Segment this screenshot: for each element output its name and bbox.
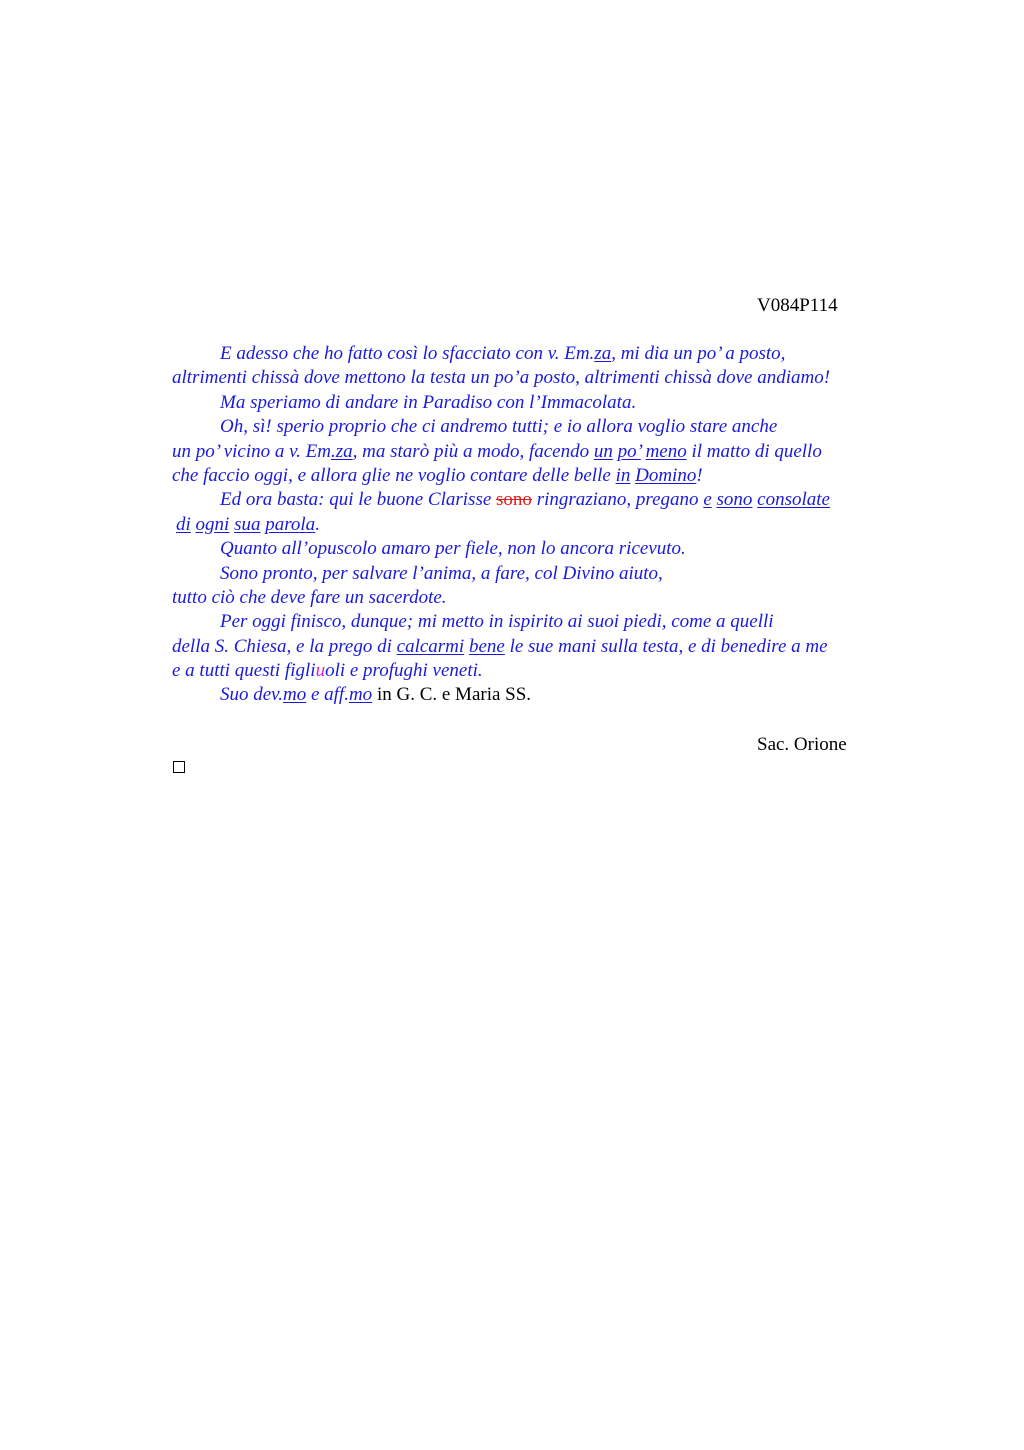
- letter-line: [172, 488, 902, 512]
- underlined-word: in: [615, 464, 631, 486]
- text-run: Oh, sì! sperio proprio che ci andremo tutti; e io allora voglio stare anche: [220, 416, 778, 438]
- underlined-word: di: [176, 513, 191, 535]
- underlined-word: Domino: [635, 464, 697, 486]
- text-run: un po’ vicino a v. Em: [172, 440, 331, 462]
- letter-body: [172, 342, 902, 708]
- letter-line: [172, 391, 902, 415]
- text-run: tutto ciò che deve fare un sacerdote.: [172, 586, 447, 608]
- text-run: E adesso che ho fatto così lo sfacciato con v. Em.: [220, 343, 595, 364]
- text-run: oli e profughi veneti.: [325, 660, 483, 682]
- text-run: Quanto all’opuscolo amaro per fiele, non lo ancora ricevuto.: [220, 538, 686, 560]
- letter-line: [172, 635, 902, 659]
- letter-line: [172, 464, 902, 488]
- underlined-word: ogni: [195, 513, 230, 535]
- underlined-abbreviation: mo: [282, 684, 307, 706]
- letter-line: [172, 610, 902, 634]
- underlined-word: po’: [617, 440, 641, 462]
- letter-line: [172, 440, 902, 464]
- letter-line: [172, 683, 902, 707]
- text-run: e a tutti questi figli: [172, 660, 316, 682]
- letter-line: [172, 513, 902, 537]
- text-run: , mi dia un po’ a posto,: [611, 343, 786, 364]
- text-run: della S. Chiesa, e la prego di: [172, 635, 397, 657]
- underlined-word: un: [593, 440, 613, 462]
- underlined-word: e: [703, 489, 712, 511]
- underlined-word: sua: [234, 513, 261, 535]
- underlined-abbreviation: mo: [348, 684, 373, 706]
- text-run: altrimenti chissà dove mettono la testa un po’a posto, altrimenti chissà dove andiamo!: [172, 367, 831, 389]
- text-run: Suo dev.: [220, 684, 283, 706]
- text-run: Per oggi finisco, dunque; mi metto in ispirito ai suoi piedi, come a quelli: [220, 611, 774, 633]
- underlined-word: bene: [468, 635, 505, 657]
- text-run: .: [315, 513, 320, 535]
- letter-line: [172, 562, 902, 586]
- text-run: le sue mani sulla testa, e di benedire a me: [504, 635, 828, 657]
- page-code: V084P114: [757, 295, 838, 316]
- underlined-abbreviation: za: [594, 343, 612, 364]
- text-run: Ed ora basta: qui le buone Clarisse: [220, 489, 497, 511]
- underlined-abbreviation: .za: [331, 440, 353, 462]
- text-run: , ma starò più a modo, facendo: [352, 440, 594, 462]
- inserted-letter: u: [315, 660, 326, 682]
- deleted-word: sono: [496, 489, 532, 511]
- signature: Sac. Orione: [757, 734, 847, 755]
- text-run: che faccio oggi, e allora glie ne voglio contare delle belle: [172, 464, 616, 486]
- underlined-word: sono: [716, 489, 753, 511]
- letter-line: [172, 415, 902, 439]
- letter-line: [172, 366, 902, 390]
- text-run: Sono pronto, per salvare l’anima, a fare, col Divino aiuto,: [220, 562, 663, 584]
- closing-plain-text: in G. C. e Maria SS.: [372, 684, 532, 706]
- letter-line: [172, 659, 902, 683]
- underlined-word: calcarmi: [396, 635, 465, 657]
- underlined-word: parola: [265, 513, 316, 535]
- text-run: il matto di quello: [686, 440, 822, 462]
- text-run: !: [696, 464, 703, 486]
- underlined-word: consolate: [757, 489, 830, 511]
- end-marker-box: [173, 761, 185, 773]
- letter-line: [172, 342, 902, 366]
- text-run: ringraziano, pregano: [531, 489, 704, 511]
- text-run: e aff.: [306, 684, 349, 706]
- text-run: Ma speriamo di andare in Paradiso con l’Immacolata.: [220, 391, 637, 413]
- letter-line: [172, 537, 902, 561]
- underlined-word: meno: [645, 440, 687, 462]
- letter-line: [172, 586, 902, 610]
